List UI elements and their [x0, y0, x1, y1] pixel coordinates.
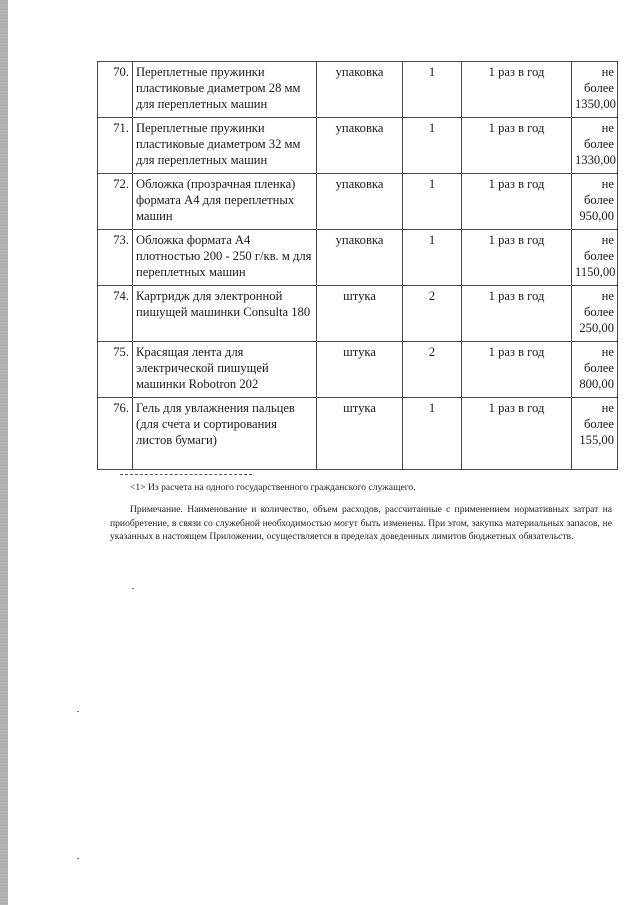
scan-edge	[0, 0, 8, 905]
quantity: 1	[403, 118, 462, 174]
item-name: Обложка (прозрачная пленка) формата А4 для переплетных машин	[133, 174, 317, 230]
unit-of-measure: упаковка	[317, 62, 403, 118]
table-row	[98, 174, 618, 230]
table-row	[98, 286, 618, 342]
price-limit: не более 950,00	[572, 174, 618, 230]
table-row	[98, 62, 618, 118]
table-row	[98, 398, 618, 470]
frequency: 1 раз в год	[462, 118, 572, 174]
quantity: 1	[403, 230, 462, 286]
row-number: 75.	[98, 342, 133, 398]
price-limit: не более 155,00	[572, 398, 618, 470]
row-number: 70.	[98, 62, 133, 118]
item-name: Красящая лента для электрической пишущей машинки Robotron 202	[133, 342, 317, 398]
quantity: 2	[403, 342, 462, 398]
item-name: Гель для увлажнения пальцев (для счета и сортирования листов бумаги)	[133, 398, 317, 470]
unit-of-measure: упаковка	[317, 230, 403, 286]
unit-of-measure: упаковка	[317, 174, 403, 230]
note-paragraph: Примечание. Наименование и количество, объем расходов, рассчитанные с применением нормативных затрат на приобретение, в связи со служебной необходимостью могут быть изменены. При этом, закупка материальных запасов, не указанных в настоящем Приложении, осуществляется в пределах доведенных лимитов бюджетных обязательств.	[110, 504, 612, 542]
frequency: 1 раз в год	[462, 342, 572, 398]
row-number: 73.	[98, 230, 133, 286]
quantity: 1	[403, 62, 462, 118]
unit-of-measure: штука	[317, 342, 403, 398]
unit-of-measure: упаковка	[317, 118, 403, 174]
item-name: Переплетные пружинки пластиковые диаметром 28 мм для переплетных машин	[133, 62, 317, 118]
quantity: 2	[403, 286, 462, 342]
frequency: 1 раз в год	[462, 398, 572, 470]
unit-of-measure: штука	[317, 398, 403, 470]
item-name: Обложка формата А4 плотностью 200 - 250 г/кв. м для переплетных машин	[133, 230, 317, 286]
quantity: 1	[403, 398, 462, 470]
row-number: 71.	[98, 118, 133, 174]
scan-speck	[132, 588, 134, 589]
footnote: <1> Из расчета на одного государственного гражданского служащего.	[130, 482, 416, 493]
scan-speck	[77, 711, 79, 712]
table-row	[98, 118, 618, 174]
price-limit: не более 800,00	[572, 342, 618, 398]
footnote-separator	[120, 474, 252, 475]
item-name: Картридж для электронной пишущей машинки Consulta 180	[133, 286, 317, 342]
materials-table	[97, 61, 618, 470]
table-row	[98, 342, 618, 398]
row-number: 72.	[98, 174, 133, 230]
frequency: 1 раз в год	[462, 286, 572, 342]
row-number: 74.	[98, 286, 133, 342]
unit-of-measure: штука	[317, 286, 403, 342]
scan-speck	[77, 858, 79, 859]
table-row	[98, 230, 618, 286]
row-number: 76.	[98, 398, 133, 470]
quantity: 1	[403, 174, 462, 230]
price-limit: не более 1150,00	[572, 230, 618, 286]
frequency: 1 раз в год	[462, 230, 572, 286]
frequency: 1 раз в год	[462, 174, 572, 230]
item-name: Переплетные пружинки пластиковые диаметром 32 мм для переплетных машин	[133, 118, 317, 174]
price-limit: не более 250,00	[572, 286, 618, 342]
price-limit: не более 1350,00	[572, 62, 618, 118]
frequency: 1 раз в год	[462, 62, 572, 118]
price-limit: не более 1330,00	[572, 118, 618, 174]
